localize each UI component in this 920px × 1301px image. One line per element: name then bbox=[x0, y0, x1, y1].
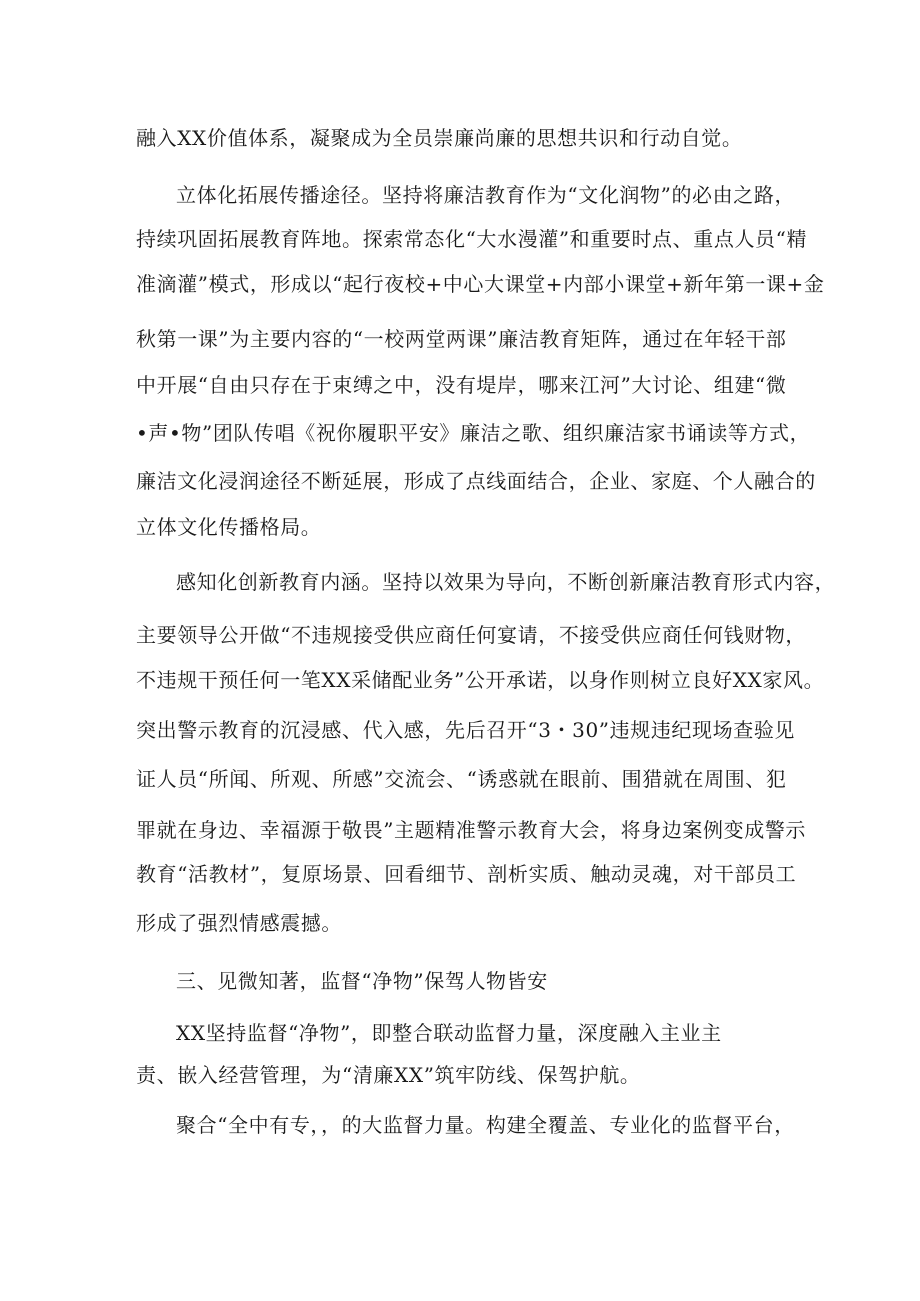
paragraph-line: 感知化创新教育内涵。坚持以效果为导向，不断创新廉洁教育形式内容， bbox=[176, 570, 836, 594]
paragraph-line: 立体文化传播格局。 bbox=[136, 515, 322, 539]
paragraph-line: 主要领导公开做“不违规接受供应商任何宴请，不接受供应商任何钱财物， bbox=[136, 623, 807, 647]
paragraph-line: 证人员“所闻、所观、所感”交流会、“诱惑就在眼前、围猎就在周围、犯 bbox=[136, 767, 787, 791]
section-heading: 三、见微知著，监督“净物”保驾人物皆安 bbox=[176, 969, 548, 993]
paragraph-line: 准滴灌”模式，形成以“起行夜校+中心大课堂+内部小课堂+新年第一课+金 bbox=[136, 272, 825, 296]
paragraph-line: 教育“活教材”，复原场景、回看细节、剖析实质、触动灵魂，对干部员工 bbox=[136, 862, 797, 886]
paragraph-line: 廉洁文化浸润途径不断延展，形成了点线面结合，企业、家庭、个人融合的 bbox=[136, 469, 816, 493]
paragraph-line: 不违规干预任何一笔XX采储配业务”公开承诺，以身作则树立良好XX家风。 bbox=[136, 668, 825, 692]
paragraph-line: 突出警示教育的沉浸感、代入感，先后召开“3・30”违规违纪现场查验见 bbox=[136, 718, 796, 742]
paragraph-line: 聚合“全中有专，，的大监督力量。构建全覆盖、专业化的监督平台， bbox=[176, 1113, 795, 1137]
paragraph-line: 中开展“自由只存在于束缚之中，没有堤岸，哪来江河”大讨论、组建“微 bbox=[136, 373, 787, 397]
paragraph-line: 立体化拓展传播途径。坚持将廉洁教育作为“文化润物”的必由之路， bbox=[176, 183, 796, 207]
paragraph-line: 罪就在身边、幸福源于敬畏”主题精准警示教育大会，将身边案例变成警示 bbox=[136, 818, 807, 842]
paragraph-line: •声•物”团队传唱《祝你履职平安》廉洁之歌、组织廉洁家书诵读等方式， bbox=[136, 421, 811, 445]
paragraph-line: XX坚持监督“净物”，即整合联动监督力量，深度融入主业主 bbox=[176, 1021, 722, 1045]
paragraph-line: 持续巩固拓展教育阵地。探索常态化“大水漫灌”和重要时点、重点人员“精 bbox=[136, 227, 808, 251]
paragraph-line: 秋第一课”为主要内容的“一校两堂两课”廉洁教育矩阵，通过在年轻干部 bbox=[136, 327, 787, 351]
paragraph-line: 形成了强烈情感震撼。 bbox=[136, 911, 342, 935]
paragraph-line: 融入XX价值体系，凝聚成为全员崇廉尚廉的思想共识和行动自觉。 bbox=[136, 126, 743, 150]
paragraph-line: 责、嵌入经营管理，为“清廉XX”筑牢防线、保驾护航。 bbox=[136, 1063, 641, 1087]
